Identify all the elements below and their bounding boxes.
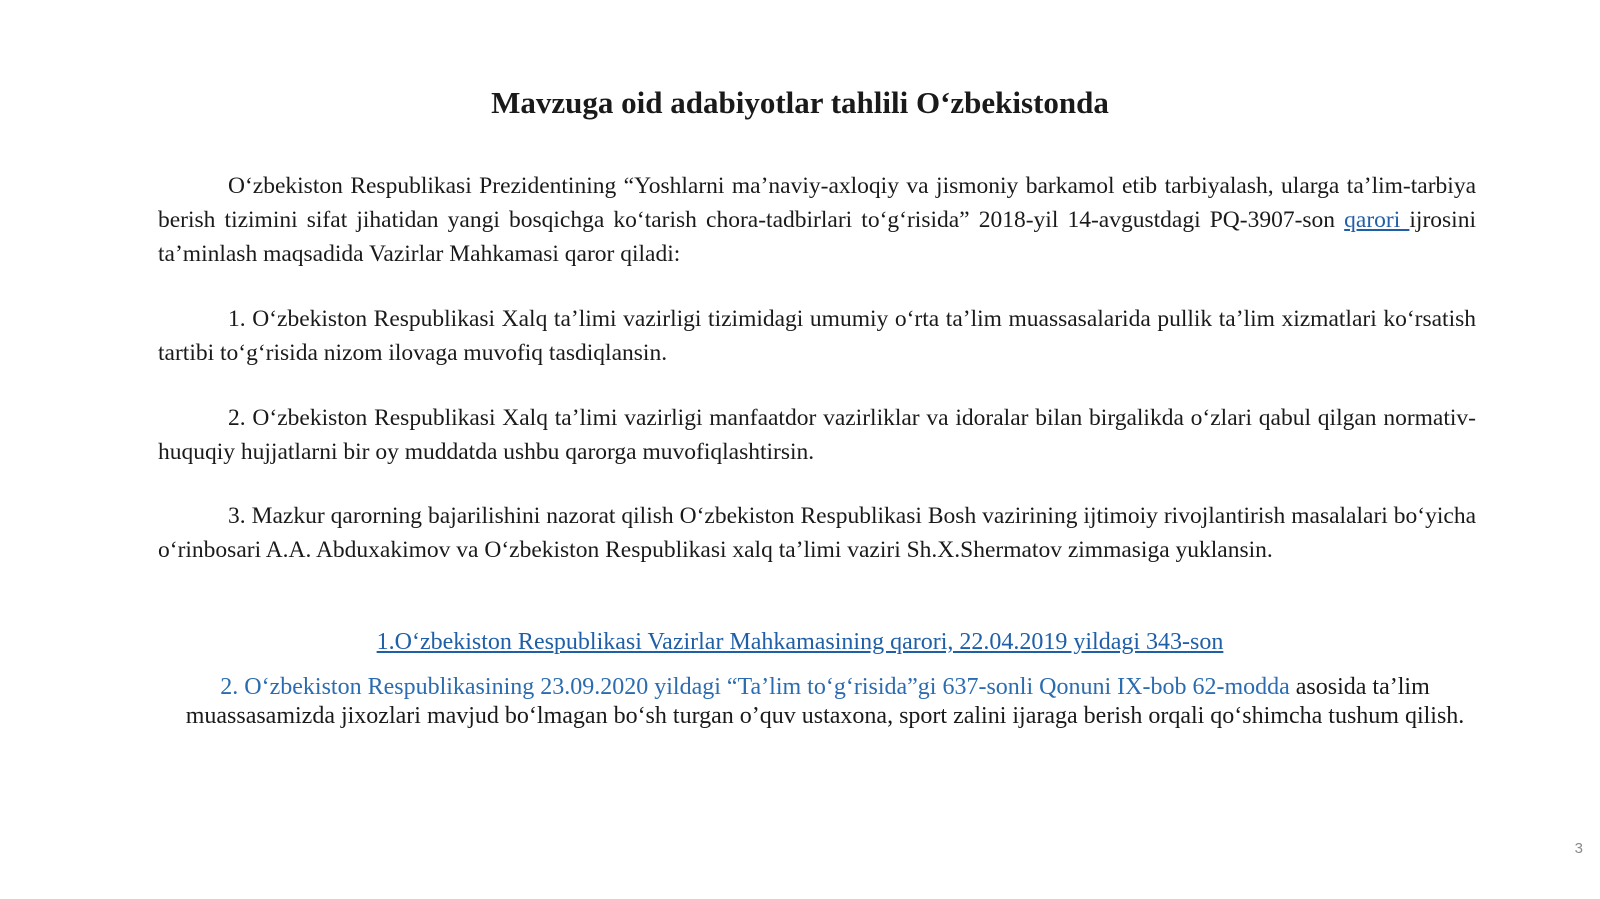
decree-item-2: 2. O‘zbekiston Respublikasi Xalq ta’limi vazirligi manfaatdor vazirliklar va idoralar bilan birgalikda o‘zlari qabul qilgan normativ-huquqiy hujjatlarni bir oy muddatda ushbu qarorga muvofiqlashtirsin. <box>158 405 1476 465</box>
slide-title: Mavzuga oid adabiyotlar tahlili O‘zbekistonda <box>491 85 1109 120</box>
page-number: 3 <box>1574 840 1583 857</box>
reference-2-text: asosida ta’lim muassasamizda jixozlari mavjud bo‘lmagan bo‘sh turgan o’quv ustaxona, sport zalini ijaraga berish orqali qo‘shimcha tushum qilish. <box>185 674 1465 729</box>
decree-item-3: 3. Mazkur qarorning bajarilishini nazorat qilish O‘zbekiston Respublikasi Bosh vazirining ijtimoiy rivojlantirish masalalari bo‘yicha o‘rinbosari A.A. Abduxakimov va O‘zbekiston Respublikasi xalq ta’limi vaziri Sh.X.Shermatov zimmasiga yuklansin. <box>158 503 1476 563</box>
intro-text-end: ijrosini ta’minlash maqsadida Vazirlar Mahkamasi qaror qiladi: <box>158 207 1476 267</box>
qarori-link[interactable]: qarori <box>1344 207 1410 233</box>
reference-1-link[interactable]: 1.O‘zbekiston Respublikasi Vazirlar Mahkamasining qarori, 22.04.2019 yildagi 343-son <box>376 629 1224 655</box>
reference-2-law: 2. O‘zbekiston Respublikasining 23.09.2020 yildagi “Ta’lim to‘g‘risida”gi 637-sonli Qonuni IX-bob 62-modda <box>220 674 1290 700</box>
reference-2 <box>175 673 1475 731</box>
intro-text: O‘zbekiston Respublikasi Prezidentining “Yoshlarni ma’naviy-axloqiy va jismoniy barkamol etib tarbiyalash, ularga ta’lim-tarbiya berish tizimini sifat jihatidan yangi bosqichga ko‘tarish chora-tadbirlari to‘g‘risida” 2018-yil 14-avgustdagi PQ-3907-son <box>158 173 1476 233</box>
reference-1 <box>0 627 1600 657</box>
intro-paragraph <box>158 169 1476 271</box>
decree-item-1: 1. O‘zbekiston Respublikasi Xalq ta’limi vazirligi tizimidagi umumiy o‘rta ta’lim muassasalarida pullik ta’lim xizmatlari ko‘rsatish tartibi to‘g‘risida nizom ilovaga muvofiq tasdiqlansin. <box>158 306 1476 366</box>
